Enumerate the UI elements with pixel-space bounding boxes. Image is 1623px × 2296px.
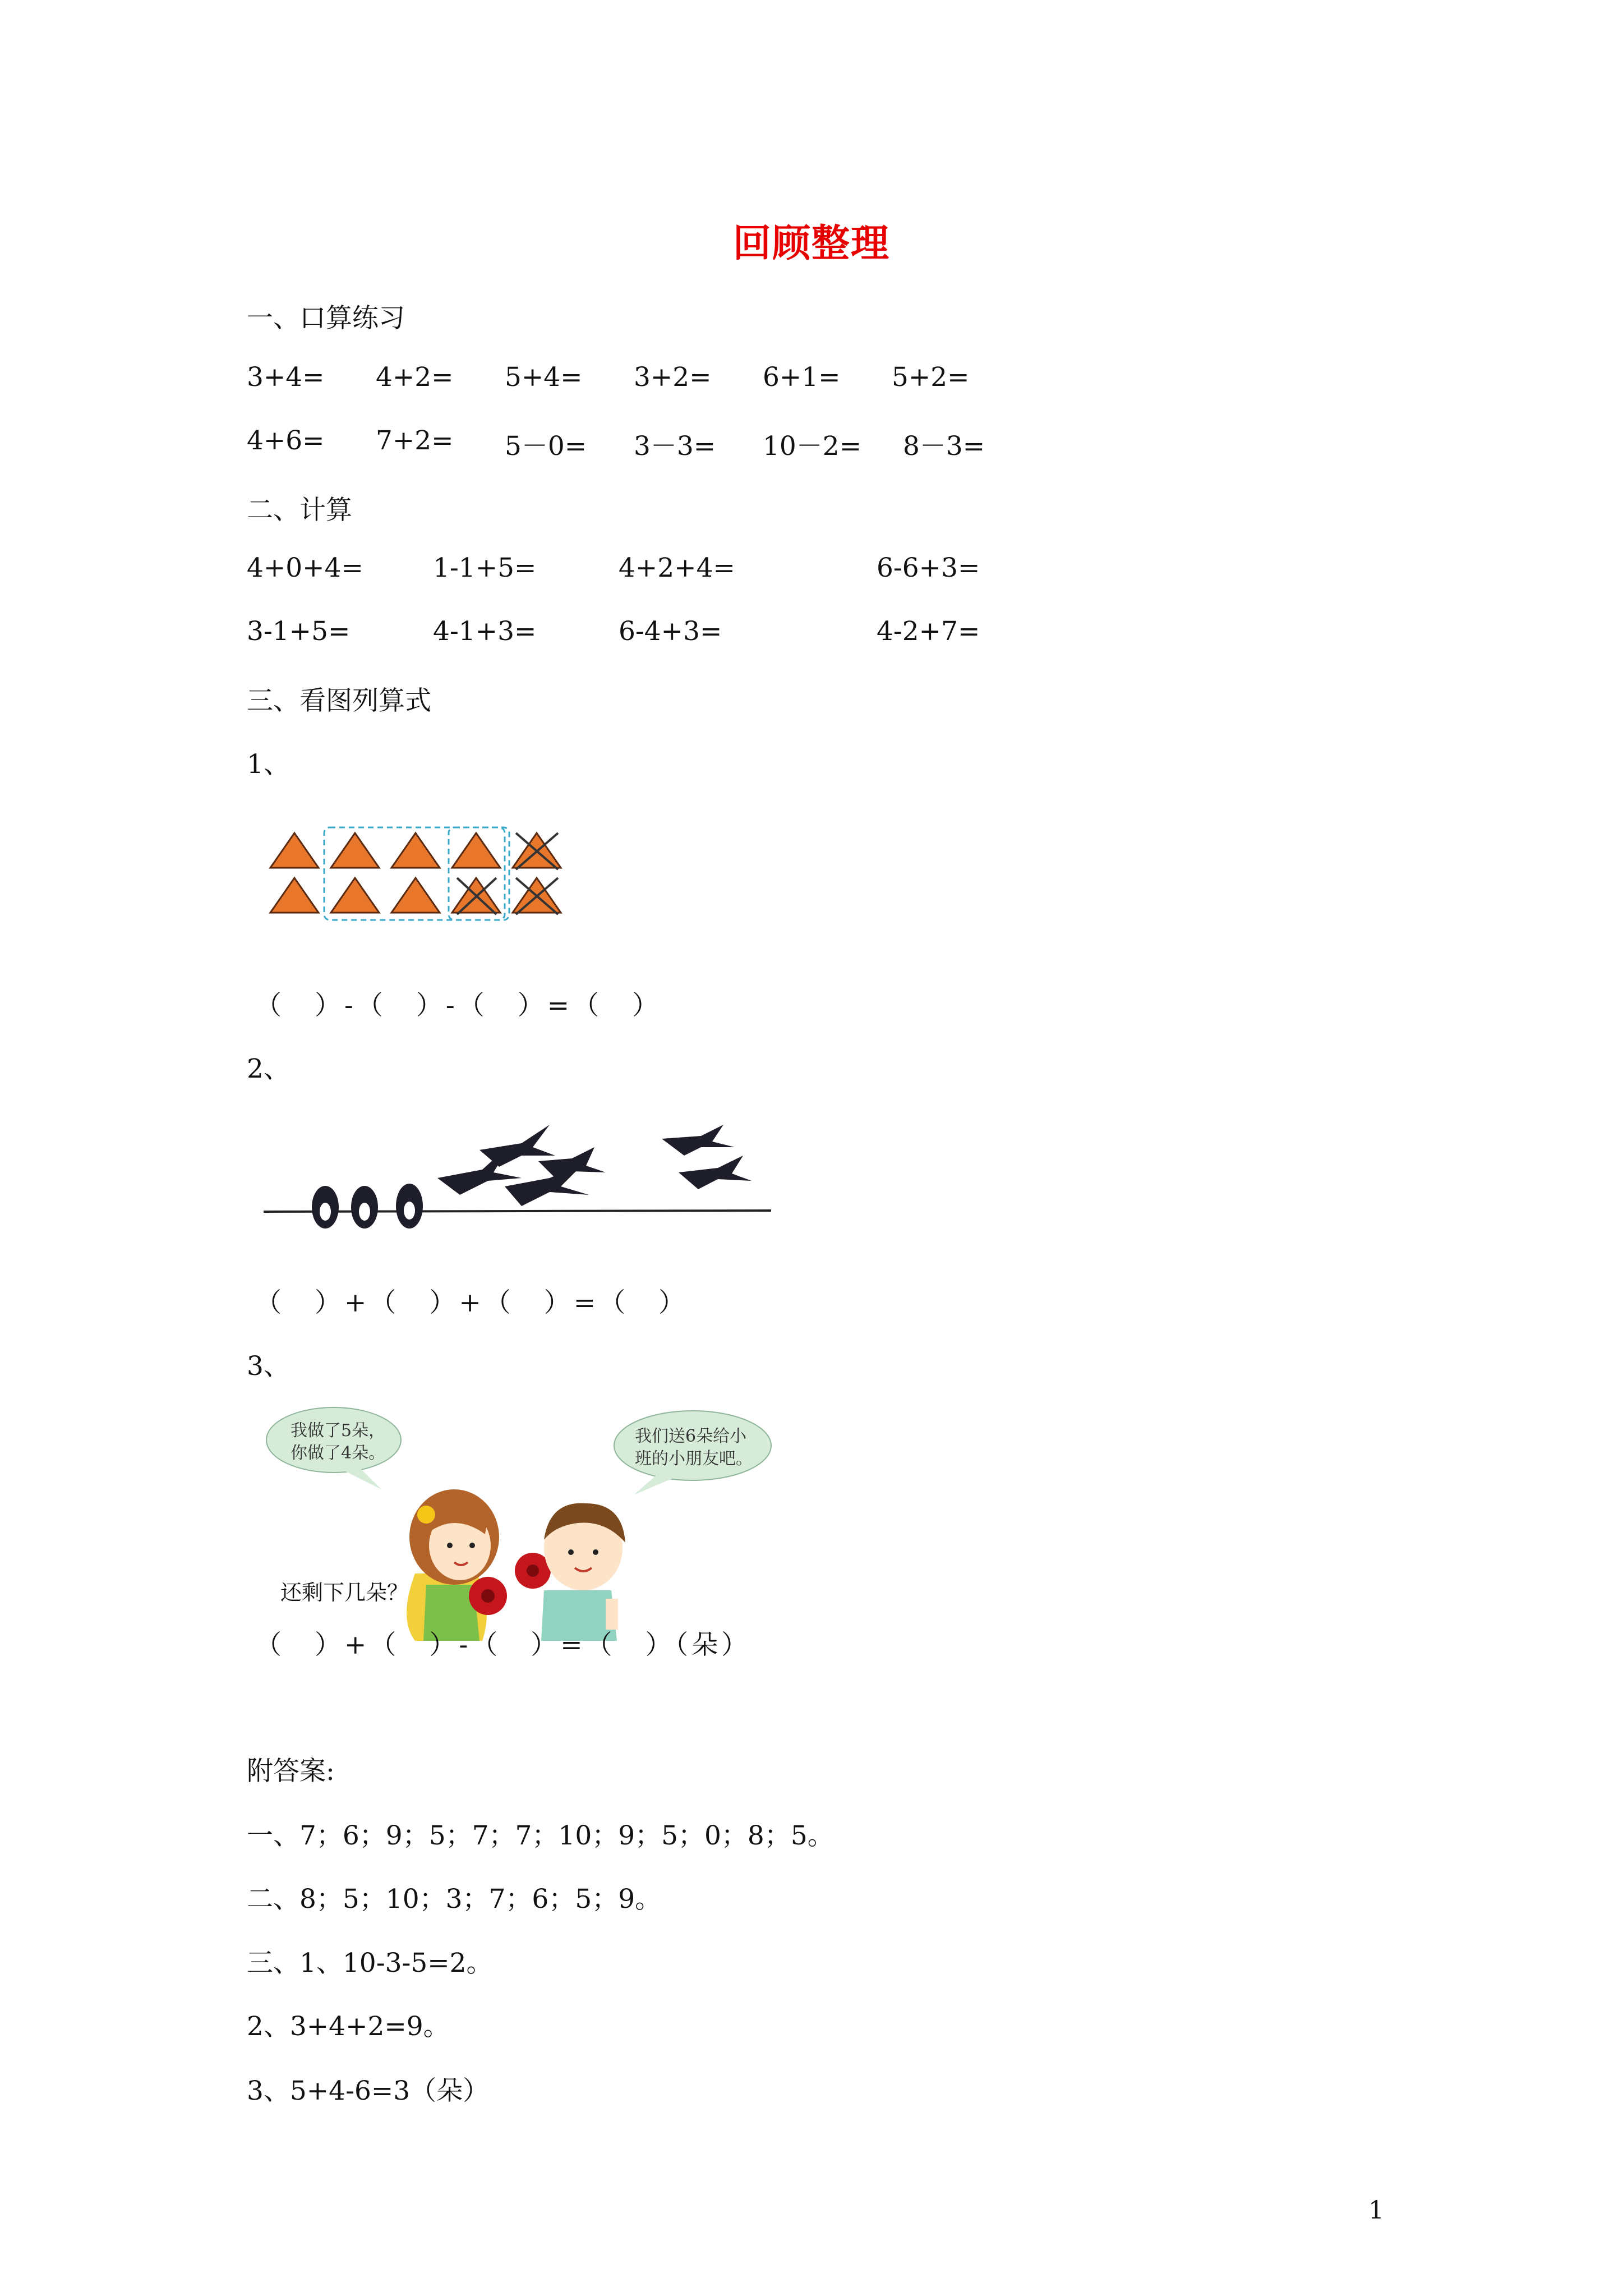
page-number: 1 [1368,2196,1384,2225]
children-flowers-picture [264,1405,780,1646]
oral-problem: 5+4= [505,362,583,393]
question-3-blanks: （ ）+（ ）-（ ）=（ ）（朵） [255,1630,751,1660]
oral-problem: 10－2= [763,431,862,462]
calc-problem: 4+0+4= [247,553,363,583]
calc-problem: 6-4+3= [619,616,722,647]
flower-left [469,1577,507,1615]
speech-bubble-left-line2: 你做了4朵。 [291,1443,386,1463]
oral-problem: 4+6= [247,425,325,456]
oral-problem: 7+2= [376,425,454,456]
answer-line: 3、5+4-6=3（朵） [247,2076,490,2106]
section2-heading: 二、计算 [247,495,352,526]
oral-problem: 4+2= [376,362,454,393]
oral-problem: 8－3= [903,431,985,462]
oral-problem: 3+4= [247,362,325,393]
page-title: 回顾整理 [732,221,890,266]
calc-problem: 4+2+4= [619,553,735,583]
oral-problem: 3+2= [634,362,712,393]
boy-figure [541,1503,625,1641]
calc-problem: 1-1+5= [433,553,537,583]
answer-line: 二、8；5；10；3；7；6；5；9。 [247,1884,662,1915]
oral-problem: 5+2= [892,362,970,393]
speech-bubble-right-line1: 我们送6朵给小 [635,1427,747,1446]
question-2-blanks: （ ）+（ ）+（ ）=（ ） [255,1287,689,1318]
calc-problem: 4-2+7= [877,616,980,647]
question-3-prompt: 还剩下几朵？ [280,1580,409,1605]
triangles-picture [264,822,600,934]
question-1-label: 1、 [247,749,290,780]
swallows-picture [258,1116,780,1251]
answers-heading: 附答案: [247,1756,335,1787]
question-1-blanks: （ ）-（ ）-（ ）=（ ） [255,990,662,1021]
question-2-label: 2、 [247,1053,290,1084]
calc-problem: 4-1+3= [433,616,537,647]
oral-problem: 6+1= [763,362,841,393]
speech-bubble-left-line1: 我做了5朵， [291,1421,386,1441]
section1-heading: 一、口算练习 [247,303,405,334]
section3-heading: 三、看图列算式 [247,685,431,716]
question-3-label: 3、 [247,1351,290,1382]
calc-problem: 6-6+3= [877,553,980,583]
speech-bubble-right-line2: 班的小朋友吧。 [635,1449,753,1469]
oral-problem: 3－3= [634,431,716,462]
calc-problem: 3-1+5= [247,616,351,647]
answer-line: 2、3+4+2=9。 [247,2011,450,2042]
answer-line: 三、1、10-3-5=2。 [247,1948,493,1978]
oral-problem: 5－0= [505,431,587,462]
answer-line: 一、7；6；9；5；7；7；10；9；5；0；8；5。 [247,1820,834,1851]
girl-figure [407,1489,499,1641]
